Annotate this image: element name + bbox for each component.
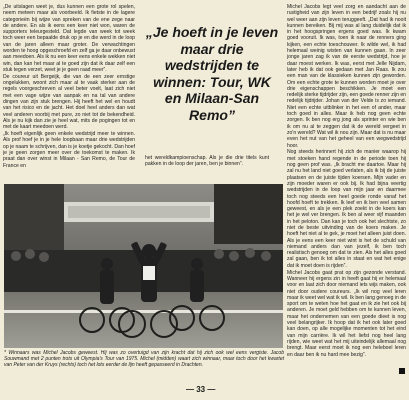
middle-text-column bbox=[145, 155, 269, 180]
right-paragraph-1: Michel Jacobs legt veel zorg en aandacht aan de rustigheid van zijn leven in een bedrijf zoals hij nu wel weer aan zijn leven teruggeeft. „Dat had ik nooit kunnen bereiken. Bij mij was al lang duidelijk dat ik in het hoogspringen ergens goed was. Ik kwam goed vooruit. Ik was, toen ik naar de renners ging kijken, een echte toeschouwer. Ik wilde wel, ik had helemaal weinig wisten van kunnen gaan. In zeer jonge jaren zag ik van de eerste wedstrijd, hoe je daar moest werken. Ik was, eerst met Jelle Nijdam, later heb ik dat ook gedaan met Jan Raas. Ik zou een man van de klassieken kunnen zijn geworden. Om een echte grote te kunnen worden moet je over drie eigenschappen beschikken. Je moet een redelijk sterke tijdrijder zijn, een goede renner zijn en redelijk tijdrijder. Johan van der Velde is zo iemand. Niet een echte uitblinker in het een of ander, maar toch goed in alles. Maar ik heb nog geen echte zorgen. Ik ben nog erg jong als sprinter en wie ben ik om nu al te zeggen dat ik de wereld vergeet in zo'n wereld? Wat wil ik nou zijn. Maar dat is nu maar even het nut van het geheel van een wegwedstrijd hoor. bbox=[287, 4, 406, 149]
photo-caption: * Winnaars was Michel Jacobs geweest. Hij was zo overtuigd van zijn kracht dat hij zich ook wel eens vergiste. Jacob Souwmand met 2 punten trots uit Olympia's Tour van 1975. Michel (midden) waart zich winnaar, maar toch door het kwartet van Peter van der Kruys (rechts) toch het lots eerder de lijn heeft gepasseerd in Drachten. bbox=[4, 350, 284, 369]
left-paragraph-3: „Ik hoeft eigenlijk geen enkele wedstrijd meer te winnen. Als prof hoef je in je hele loopbaan maar drie wedstrijden op je naam te schrijven, dan is je koetje gekocht. Dan hoef je je geen zorgen meer over de toekomst te maken. Ik praat dan over winst in Milaan - San Remo, de Tour de France en bbox=[3, 131, 135, 169]
right-paragraph-3: Michel Jacobs gaat prat op zijn gezonde verstand. Wanneer hij ergens zin in heeft gaat hij er helemaal voor en laat zich door niemand iets wijs maken, ook niet door oudere coureurs. „Ik wil nog veel leren maar ik weet wel wat ik wil. Ik ben lang genoeg in de sport om te weten hoe het gaat en ik zie het ook bij anderen. Je moet geld hebben om te kunnen leven, maar het ondernemen van een goede dieet is nog veel belangrijker. Ik hoop dat ik het ook later goed kan doen, op alle mogelijke momenten tot het eind van mijn carrière. Ik wil het liefst nog heel lang rijden, wie weet wat het mij uiteindelijk allemaal nog brengt. Maar eerst moet ik nog een heleboel leren en daar ben ik nu hard mee bezig”. bbox=[287, 269, 406, 358]
right-paragraph-2: Nog steeds herinnert hij zich de manier waarop hij met stoeken hand regende in de periode toen hij nog geen prof was. „Ik bracht me daartoe. Maar hij zal nu het land niet goed verlaten, als ik bij de juiste plaatsen en de juiste tijden koersen. Mijn vader en zijn moeder waren er ook bij. Ik had bijna veertig wedstrijden in de loop van mijn jaar en daarmee toch nog steeds een heel goede ronde vanaf het hoofd hoeft te trekken. Ik leef en ik ben veel samen geweest, en als je een plek zoekt in de koers kan het je wel ver brengen. Ik ben al weer vijf maanden in het peloton. Dan kan je toch ook het slechtste, zo niet de beste uitvinding van de koers maken. Je hoeft het niet al te gek, je moet het alleen juist doen. Als je eens een keer niet wint is het de schuld van niemand anders dan van jezelf, ik ben toch realistisch genoeg om dat te zien. Als het alles goed zal gaan, ben ik tot alles in staat en wat het enige dat ik moet doen is rijden”. bbox=[287, 149, 406, 269]
race-finish-photo bbox=[4, 184, 283, 348]
page-number: — 33 — bbox=[186, 385, 216, 394]
right-text-column bbox=[287, 4, 406, 384]
end-of-article-marker bbox=[399, 368, 405, 374]
left-text-column bbox=[3, 4, 135, 182]
middle-paragraph: het wereldkampioenschap. Als je die drie titels kunt pakken in de loop der jaren, ben je binnen”. bbox=[145, 155, 269, 168]
race-photo-illustration bbox=[4, 184, 283, 348]
left-paragraph-1: „De uitslagen weet je, dus kunnen een grote rol spelen, neem meteen maar als voorbeeld. Ik fietste in de lagere categorieën bij wijze van spreken van de ene zege naar de andere. En als ik eens een keer niet won, waren de supporters teleurgesteld. Dat legde van week tot week toch weer een bepaalde druk op je en die werd in de loop van de jaren alleen maar groter. De verwachtingen worden te hoog opgeschroefd en zelf ga je daar onbewust aan meedoen. Als ik nu een keer eens enkele wekken niet win, dan kan het maar al te goed zijn dat ik daar zelf een stuk tegen verzet, weet je je geen raad meer”. bbox=[3, 4, 135, 73]
left-paragraph-2: De coureur uit Bergeijk, die van de een zeer ernstige ongelukken, woont zich maar al te vaak sterker aan de regels voorgeschreven al veel beter voelt, laat zich niet met een vage wijze van aanpak en na tal van andere dingen van zijn stuk brengen. Hij heeft het wel en houdt van het risico en de jacht. Het doel heel anders dan wat veel anderen voorbij met pure, zo niet tot de bekendheid. Als je nu kijk dan zie je heel wat, mits de pogingen tot en met de kaart meedoen werd. bbox=[3, 73, 135, 131]
article-headline: „Je hoeft in je leven maar drie wedstrijden te winnen: Tour, WK en Milaan-San Remo” bbox=[145, 24, 279, 123]
